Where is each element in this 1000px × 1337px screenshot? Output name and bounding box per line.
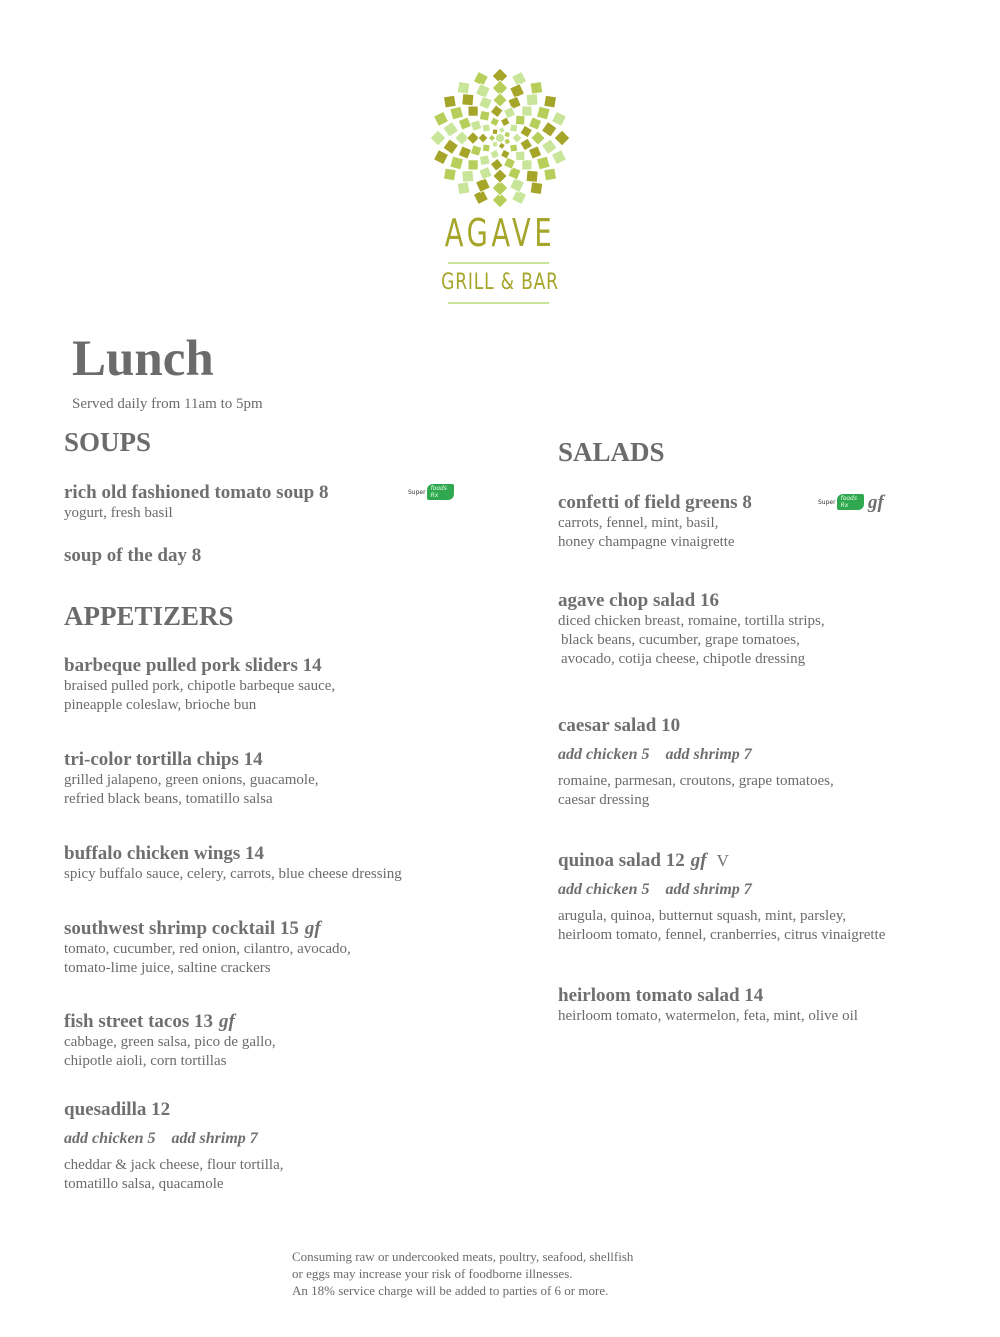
item-description: [64, 1156, 504, 1194]
logo-petal: [552, 150, 567, 165]
logo-petal: [467, 132, 480, 145]
item-name-text: southwest shrimp cocktail 15: [64, 918, 299, 939]
item-description-line: avocado, cotija cheese, chipotle dressing: [561, 651, 806, 667]
menu-item: [558, 850, 978, 945]
logo-petal: [526, 94, 538, 106]
logo-petal: [529, 117, 542, 130]
logo-petal: [552, 111, 567, 126]
item-description-line: grilled jalapeno, green onions, guacamole,: [64, 772, 319, 788]
badge-text-a: Super: [818, 498, 836, 506]
logo-petal: [522, 106, 532, 116]
logo-petal: [504, 138, 510, 144]
item-name: rich old fashioned tomato soup 8: [64, 482, 329, 503]
section-heading-salads: SALADS: [558, 437, 665, 467]
addon-shrimp: add shrimp 7: [665, 746, 752, 763]
item-description: [64, 1033, 504, 1071]
logo-petal: [530, 82, 543, 95]
logo-petal: [443, 139, 458, 154]
brand-subtitle: GRILL & BAR: [441, 270, 559, 295]
menu-item: [558, 590, 978, 669]
logo-petal: [498, 127, 505, 134]
logo-petal: [544, 168, 557, 181]
gluten-free-tag: [868, 492, 884, 514]
item-name: buffalo chicken wings 14: [64, 843, 265, 864]
logo-petal: [542, 139, 557, 154]
item-description-line: carrots, fennel, mint, basil,: [558, 515, 719, 531]
item-description-line: spicy buffalo sauce, celery, carrots, blue cheese dressing: [64, 866, 402, 882]
logo-petal: [458, 117, 471, 130]
logo-petal: [490, 117, 499, 126]
item-description: [64, 771, 504, 809]
item-description: [558, 1007, 978, 1026]
logo-petal: [504, 131, 510, 137]
item-name: [64, 1011, 504, 1033]
logo-petal: [457, 82, 470, 95]
item-name: heirloom tomato salad 14: [558, 985, 764, 1006]
logo-petal: [529, 146, 542, 159]
logo-petal: [458, 146, 471, 159]
item-name-text: quinoa salad 12: [558, 850, 685, 871]
item-name: caesar salad 10: [558, 715, 681, 736]
section-heading-appetizers: APPETIZERS: [64, 601, 234, 631]
gluten-free-tag: gf: [304, 918, 321, 939]
item-description-line: heirloom tomato, watermelon, feta, mint, olive oil: [558, 1008, 858, 1024]
item-description-line: tomato-lime juice, saltine crackers: [64, 960, 271, 976]
item-description-line: arugula, quinoa, butternut squash, mint, parsley,: [558, 908, 847, 924]
vegetarian-tag: V: [716, 851, 729, 870]
logo-petal: [444, 168, 457, 181]
item-name: quesadilla 12: [64, 1099, 171, 1120]
logo-petal: [482, 144, 490, 152]
item-description-line: diced chicken breast, romaine, tortilla strips,: [558, 613, 825, 629]
logo-petal: [510, 144, 518, 152]
addon-chicken: add chicken 5: [558, 881, 650, 898]
logo-petal: [515, 151, 525, 161]
logo-petal: [492, 129, 498, 135]
section-heading-soups: SOUPS: [64, 427, 152, 457]
logo-petal: [434, 111, 449, 126]
addon-chicken: add chicken 5: [558, 746, 650, 763]
logo-petal: [530, 182, 543, 195]
logo-petal: [531, 131, 545, 145]
menu-item: [64, 749, 504, 809]
footer-line: An 18% service charge will be added to parties of 6 or more.: [292, 1283, 609, 1298]
superfoods-rx-badge-icon: [408, 485, 454, 499]
menu-item: [558, 715, 978, 810]
item-addons: [558, 879, 978, 901]
served-hours: Served daily from 11am to 5pm: [72, 396, 263, 412]
logo-petal: [554, 130, 570, 146]
item-description-line: tomatillo salsa, quacamole: [64, 1176, 224, 1192]
logo-petal: [492, 141, 498, 147]
item-description: [558, 612, 978, 669]
item-name-text: fish street tacos 13: [64, 1011, 213, 1032]
item-name: [64, 918, 504, 940]
badge-text-b: foods Rx: [427, 484, 454, 500]
menu-item: [64, 545, 504, 567]
logo-petal: [542, 122, 557, 137]
logo-petal: [470, 145, 481, 156]
logo-petal: [470, 120, 481, 131]
item-description: [558, 907, 978, 945]
item-name: agave chop salad 16: [558, 590, 719, 611]
item-description-line: chipotle aioli, corn tortillas: [64, 1053, 227, 1069]
item-description-line: heirloom tomato, fennel, cranberries, citrus vinaigrette: [558, 927, 886, 943]
logo-petal: [537, 156, 550, 169]
logo-core: [496, 134, 504, 142]
logo-petal: [490, 149, 499, 158]
logo-petal: [526, 170, 538, 182]
logo-petal: [544, 95, 557, 108]
item-description: [64, 504, 504, 523]
logo-petal: [490, 105, 503, 118]
logo-petal: [479, 167, 492, 180]
addon-shrimp: add shrimp 7: [171, 1130, 258, 1147]
addon-chicken: add chicken 5: [64, 1130, 156, 1147]
logo-petal: [444, 95, 457, 108]
logo-petal: [488, 134, 495, 141]
logo-petal: [498, 142, 505, 149]
item-description-line: cheddar & jack cheese, flour tortilla,: [64, 1157, 284, 1173]
item-description-line: pineapple coleslaw, brioche bun: [64, 697, 257, 713]
menu-item: [64, 1011, 504, 1071]
item-description: [558, 514, 978, 552]
brand-name: AGAVE: [444, 211, 556, 255]
menu-title: Lunch: [72, 331, 214, 387]
footer-line: or eggs may increase your risk of foodborne illnesses.: [292, 1266, 573, 1281]
logo-petal: [443, 122, 458, 137]
logo-petal: [450, 106, 463, 119]
item-description: [64, 677, 504, 715]
logo-petal: [462, 170, 474, 182]
item-name: soup of the day 8: [64, 545, 202, 566]
item-description-line: caesar dressing: [558, 792, 650, 808]
item-addons: [558, 744, 978, 766]
logo-petal: [434, 150, 449, 165]
logo-petal: [510, 124, 518, 132]
logo-petal: [493, 169, 507, 183]
item-description: [64, 940, 504, 978]
item-name: [558, 850, 978, 872]
logo-petal: [515, 115, 525, 125]
item-description-line: romaine, parmesan, croutons, grape tomatoes,: [558, 773, 834, 789]
item-name: barbeque pulled pork sliders 14: [64, 655, 322, 676]
logo-petal: [512, 133, 522, 143]
item-description-line: refried black beans, tomatillo salsa: [64, 791, 273, 807]
logo-petal: [537, 106, 550, 119]
menu-item: [64, 843, 504, 884]
gluten-free-tag-text: gf: [868, 492, 884, 513]
menu-item: [558, 985, 978, 1026]
logo-petal: [457, 182, 470, 195]
gluten-free-tag: gf: [218, 1011, 235, 1032]
item-description-line: black beans, cucumber, grape tomatoes,: [561, 632, 800, 648]
logo-petal: [479, 111, 489, 121]
logo-petal: [478, 133, 488, 143]
footer-line: Consuming raw or undercooked meats, poultry, seafood, shellfish: [292, 1249, 634, 1264]
item-description-line: tomato, cucumber, red onion, cilantro, avocado,: [64, 941, 351, 957]
gluten-free-tag: gf: [690, 850, 707, 871]
logo-petal: [479, 96, 492, 109]
agave-logo-icon: [428, 66, 572, 210]
item-description: [64, 865, 504, 884]
brand-divider-bottom: [448, 302, 549, 304]
item-name: tri-color tortilla chips 14: [64, 749, 263, 770]
logo-petal: [479, 155, 489, 165]
logo-petal: [468, 106, 478, 116]
logo-petal: [522, 160, 532, 170]
logo-petal: [450, 156, 463, 169]
logo-petal: [493, 93, 507, 107]
item-description-line: yogurt, fresh basil: [64, 505, 173, 521]
menu-item: [558, 492, 978, 552]
logo-petal: [462, 94, 474, 106]
item-addons: [64, 1128, 504, 1150]
item-description-line: honey champagne vinaigrette: [558, 534, 735, 550]
item-description-line: braised pulled pork, chipotle barbeque sauce,: [64, 678, 336, 694]
addon-shrimp: add shrimp 7: [665, 881, 752, 898]
menu-item: [64, 918, 504, 978]
item-name: confetti of field greens 8: [558, 492, 752, 513]
badge-text-a: Super: [408, 488, 426, 496]
item-description: [558, 772, 978, 810]
item-description-line: cabbage, green salsa, pico de gallo,: [64, 1034, 276, 1050]
logo-petal: [468, 160, 478, 170]
menu-item: [64, 1099, 504, 1194]
footer-disclaimer: [292, 1248, 633, 1299]
logo-petal: [490, 158, 503, 171]
superfoods-rx-badge-icon: [818, 495, 864, 509]
menu-item: [64, 655, 504, 715]
logo-petal: [482, 124, 490, 132]
logo-petal: [430, 130, 446, 146]
badge-text-b: foods Rx: [837, 494, 864, 510]
brand-divider-top: [448, 262, 549, 264]
